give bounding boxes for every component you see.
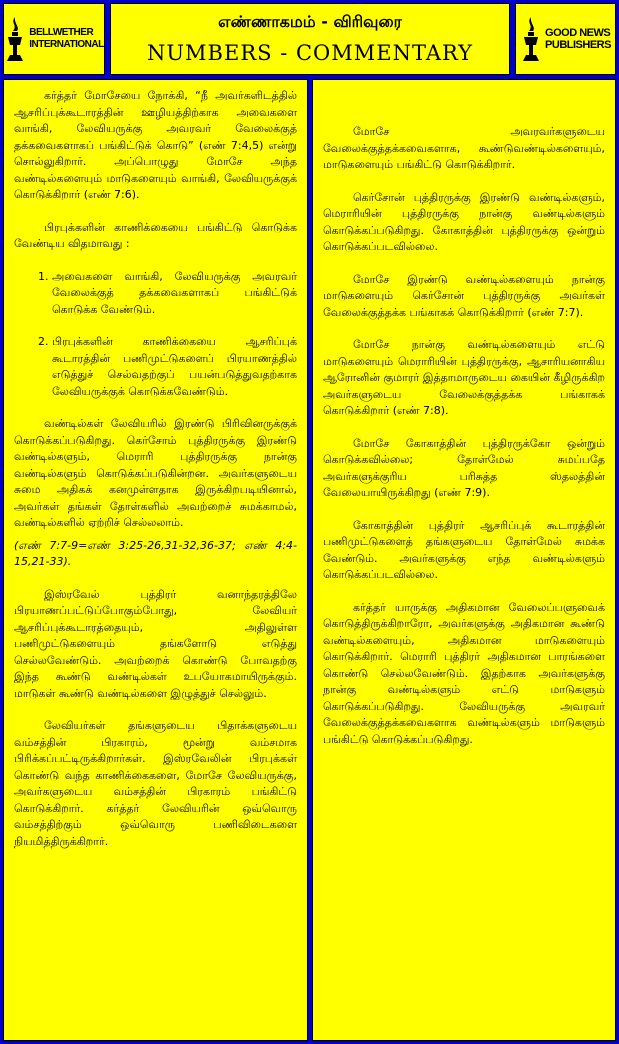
lamp-icon	[4, 15, 26, 63]
paragraph: மோசே இரண்டு வண்டில்களையும் நான்கு மாடுகளையும் கெர்சோன் புத்திரருக்கு அவர்கள் வேலைக்குத்தக்க பங்காகக் கொடுக்கிறார் (எண் 7:7).	[323, 272, 605, 319]
scripture-reference: (எண் 7:7-9=எண் 3:25-26,31-32,36-37; எண் 4:4-15,21-33).	[14, 538, 297, 568]
paragraph: மோசே அவரவர்களுடைய வேலைக்குத்தக்கவைகளாக, கூண்டுவண்டில்களையும், மாடுகளையும் பங்கிட்டு கொடுக்கிறார்.	[323, 125, 605, 171]
lamp-icon	[520, 15, 542, 63]
paragraph: வண்டில்கள் லேவியரில் இரண்டு பிரிவினருக்குக் கொடுக்கப்படுகிறது. கெர்சோம் புத்திரருக்கு இரண்டு வண்டில்களும், மெராரி புத்திரருக்கு நான்கு வண்டில்களும் கொடுக்கப்படுகின்றன. அவர்களுடைய சுமை அதிகக் கனமுள்ளதாக இருக்கிறபடியினால், அவர்கள் தங்கள் தோள்களில் அவற்றைச் சுமக்காமல், வண்டில்களில் ஏற்றிச் செல்லலாம்.	[14, 417, 297, 529]
paragraph: கர்த்தர் மோசேயை நோக்கி, “நீ அவர்களிடத்தில் ஆசரிப்புக்கூடாரத்தின் ஊழியத்திற்காக அவைகளை வாங்கி, லேவியருக்கு அவரவர் வேலைக்குத் தக்கவைகளாகப் பங்கிட்டுக் கொடு” (எண் 7:4,5) என்று சொல்லுகிறார். அப்பொழுது மோசே அந்த வண்டில்களையும் மாடுகளையும் வாங்கி, லேவியருக்குக் கொடுக்கிறார் (எண் 7:6).	[14, 89, 297, 201]
paragraph: லேவியர்கள் தங்களுடைய பிதாக்களுடைய வம்சத்தின் பிரகாரம், மூன்று வம்சமாக பிரிக்கப்பட்டிருக்கிறார்கள். இஸ்ரவேலின் பிரபுக்கள் கொண்டு வந்த காணிக்கைகளை, மோசே லேவியருக்கு, அவர்களுடைய வம்சத்தின் பிரகாரம் பங்கிட்டு கொடுக்கிறார். கர்த்தர் லேவியரின் ஒவ்வொரு வம்சத்திற்கும் ஒவ்வொரு பணிவிடைகளை நியமித்திருக்கிறார்.	[14, 719, 297, 848]
page-title-english: NUMBERS - COMMENTARY	[146, 41, 474, 65]
paragraph: கோகாத்தின் புத்திரர் ஆசரிப்புக் கூடாரத்தின் பணிமுட்டுகளைத் தங்களுடைய தோள்மேல் சுமக்க வேண்டும். அவர்களுக்கு எந்த வண்டில்களும் கொடுக்கப்படவில்லை.	[323, 518, 605, 581]
paragraph: பிரபுக்களின் காணிக்கையை பங்கிட்டு கொடுக்க வேண்டிய விதமாவது :	[14, 220, 297, 250]
header-title-box	[110, 3, 510, 75]
left-column	[3, 79, 308, 1041]
goodnews-logo-line1: GOOD NEWS	[545, 27, 611, 39]
bellwether-logo-box	[3, 3, 105, 75]
paragraph: கர்த்தர் யாருக்கு அதிகமான வேலைப்பளுவைக் கொடுத்திருக்கிறாரோ, அவர்களுக்கு அதிகமான கூண்டு வண்டில்களையும், அதிகமான மாடுகளையும் கொடுக்கிறார். மெராரி புத்திரர் அதிகமான பாரங்களை கொண்டு செல்லவேண்டும். இதற்காக அவர்களுக்கு நான்கு வண்டில்களும் எட்டு மாடுகளும் கொடுக்கப்படுகிறது. லேவியருக்கு அவரவர் வேலைக்குத்தக்கவைகளாக வண்டில்களும் மாடுகளும் பங்கிட்டு கொடுக்கப்படுகிறது.	[323, 600, 605, 746]
paragraph: மோசே கோகாத்தின் புத்திரருக்கோ ஒன்றும் கொடுக்கவில்லை; தோள்மேல் சுமப்பதே அவர்களுக்குரிய பரிசுத்த ஸ்தலத்தின் வேலையாயிருக்கிறது (எண் 7:9).	[323, 436, 605, 499]
numbered-list	[14, 269, 297, 401]
list-item: 2. பிரபுக்களின் காணிக்கையை ஆசரிப்புக் கூடாரத்தின் பணிமுட்டுகளைப் பிரயாணத்தில் எடுத்துச் செல்வதற்குப் பயன்படுத்துவதற்காக லேவியருக்குக் கொடுக்கவேண்டும்.	[52, 334, 297, 400]
paragraph: இஸ்ரவேல் புத்திரர் வனாந்தரத்திலே பிரயாணப்பட்டுப்போகும்போது, லேவியர் ஆசரிப்புக்கூடாரத்தையும், அதிலுள்ள பணிமுட்டுகளையும் தங்களோடு எடுத்து செல்லவேண்டும். அவற்றைக் கொண்டு போவதற்கு இந்த கூண்டு வண்டில்கள் உபயோகமாயிருக்கும். மாடுகள் கூண்டு வண்டில்களை இழுத்துச் செல்லும்.	[14, 587, 297, 700]
paragraph: மோசே நான்கு வண்டில்களையும் எட்டு மாடுகளையும் மெராரியின் புத்திரருக்கு, ஆசாரியனாகிய ஆரோனின் குமாரர் இத்தாமாருடைய கையின் கீழிருக்கிற அவர்களுடைய வேலைக்குத்தக்க பங்காகக் கொடுக்கிறார் (எண் 7:8).	[323, 338, 605, 417]
goodnews-logo-box	[515, 3, 616, 75]
right-column	[312, 79, 616, 1041]
bellwether-logo-line1: BELLWETHER	[29, 27, 94, 38]
paragraph: கெர்சோன் புத்திரருக்கு இரண்டு வண்டில்களும், மெராரியின் புத்திரருக்கு நான்கு வண்டில்களும் கொடுக்கப்படுகிறது. கோகாத்தின் புத்திரருக்கு ஒன்றும் கொடுக்கப்படவில்லை.	[323, 190, 605, 253]
page-title-tamil: எண்ணாகமம் - விரிவுரை	[218, 12, 402, 31]
bellwether-logo-line2: INTERNATIONAL	[29, 39, 104, 50]
goodnews-logo-line2: PUBLISHERS	[545, 39, 611, 51]
list-item: 1. அவைகளை வாங்கி, லேவியருக்கு அவரவர் வேலைக்குத் தக்கவைகளாகப் பங்கிட்டுக் கொடுக்க வேண்டும்.	[52, 269, 297, 319]
